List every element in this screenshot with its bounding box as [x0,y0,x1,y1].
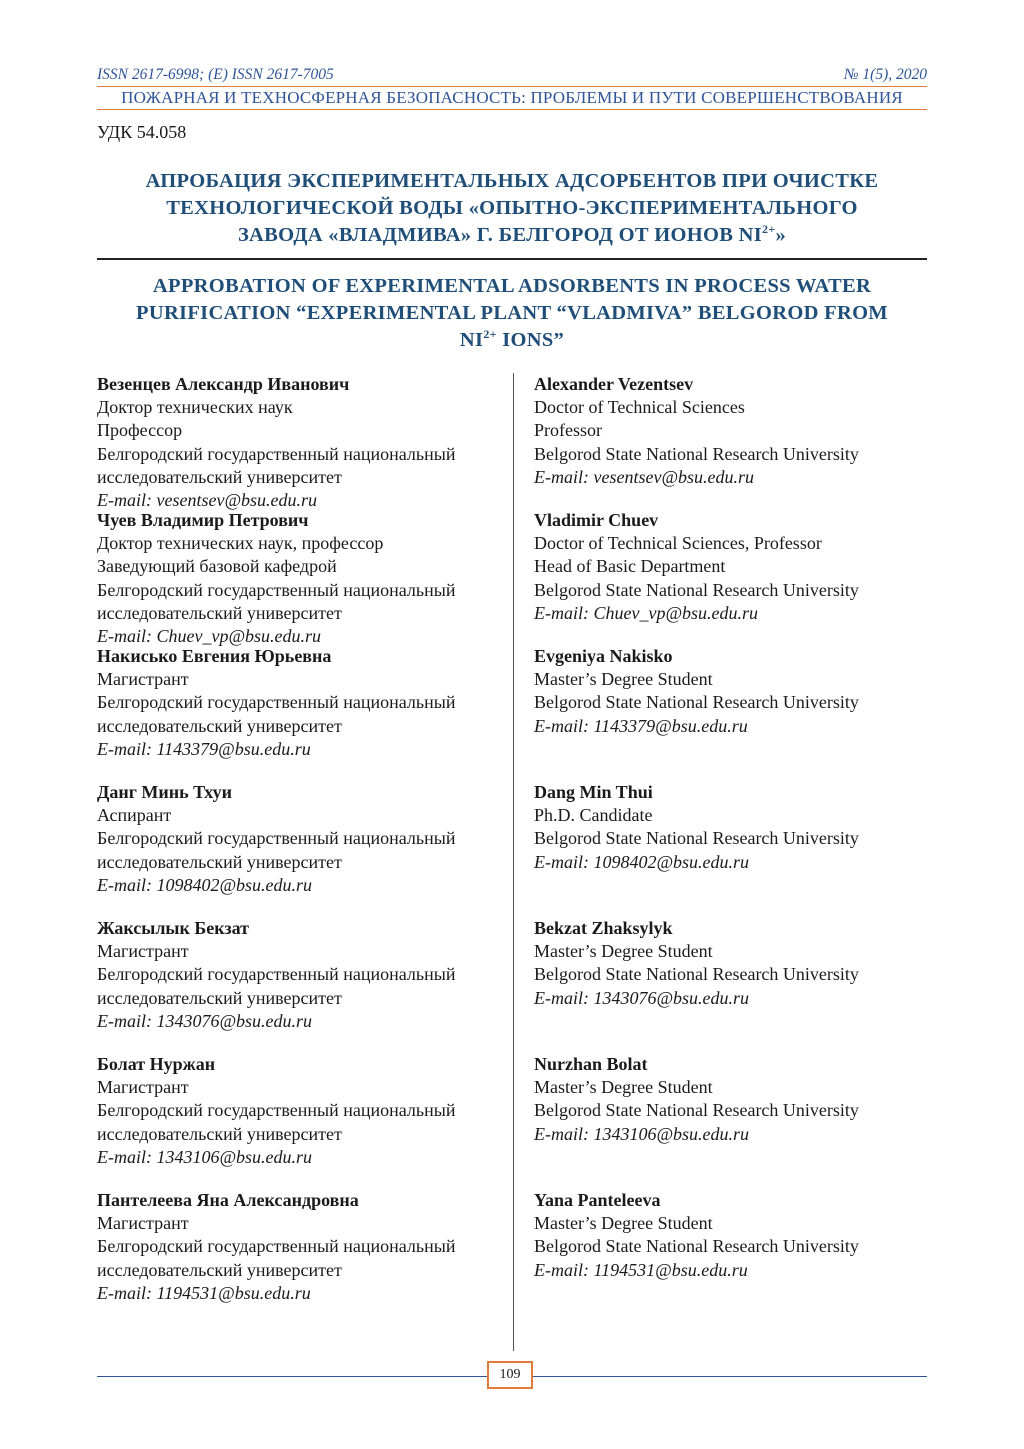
author-affiliation-line: Белгородский государственный национальный [97,964,456,985]
title-ru-line3-end: » [775,224,787,246]
author-block [97,1189,509,1325]
author-affiliation-line: Belgorod State National Research University [534,579,859,600]
title-en-line [97,327,927,354]
author-affiliation-line: Профессор [97,420,183,441]
author-name: Bekzat Zhaksylyk [534,918,673,938]
column-divider [513,373,514,1351]
author-name: Vladimir Chuev [534,510,659,530]
author-block [534,917,934,1053]
author-affiliation-line: Head of Basic Department [534,556,726,577]
author-affiliation-line: Магистрант [97,1213,189,1234]
author-block [534,373,934,509]
title-separator [97,258,927,260]
author-block [97,917,509,1053]
author-affiliation-line: Доктор технических наук, профессор [97,533,384,554]
author-affiliation-line: Белгородский государственный национальный [97,443,456,464]
author-affiliation-line: Белгородский государственный национальный [97,579,456,600]
journal-title: ПОЖАРНАЯ И ТЕХНОСФЕРНАЯ БЕЗОПАСНОСТЬ: ПРОБЛЕМЫ И ПУТИ СОВЕРШЕНСТВОВАНИЯ [121,88,903,107]
author-name: Болат Нуржан [97,1054,216,1074]
title-en-line3-end: IONS” [496,329,565,351]
author-email: E-mail: Chuev_vp@bsu.edu.ru [534,602,759,623]
author-affiliation-line: Master’s Degree Student [534,669,713,690]
author-block [534,781,934,917]
author-email: E-mail: vesentsev@bsu.edu.ru [97,490,317,511]
author-email: E-mail: 1143379@bsu.edu.ru [534,715,748,736]
author-email: E-mail: 1194531@bsu.edu.ru [97,1282,311,1303]
author-email: E-mail: 1098402@bsu.edu.ru [534,851,750,872]
author-affiliation-line: Магистрант [97,669,189,690]
author-affiliation-line: Доктор технических наук [97,397,293,418]
author-name: Evgeniya Nakisko [534,646,673,666]
article-title-en [97,273,927,354]
author-affiliation-line: Belgorod State National Research University [534,443,859,464]
author-affiliation-line: Master’s Degree Student [534,1077,713,1098]
author-email: E-mail: 1343106@bsu.edu.ru [97,1146,313,1167]
issn-text: ISSN 2617-6998; (E) ISSN 2617-7005 [97,66,334,83]
author-name: Накисько Евгения Юрьевна [97,646,332,666]
author-affiliation-line: Doctor of Technical Sciences [534,397,745,418]
author-affiliation-line: исследовательский университет [97,602,342,623]
author-affiliation-line: Master’s Degree Student [534,1213,713,1234]
author-affiliation-line: Белгородский государственный национальный [97,828,456,849]
author-affiliation-line: Магистрант [97,941,189,962]
author-affiliation-line: Belgorod State National Research University [534,828,859,849]
author-block [97,781,509,917]
ion-charge: 2+ [483,327,497,342]
author-name: Dang Min Thui [534,782,653,802]
author-affiliation-line: исследовательский университет [97,466,342,487]
title-ru-line: ТЕХНОЛОГИЧЕСКОЙ ВОДЫ «ОПЫТНО-ЭКСПЕРИМЕНТАЛЬНОГО [166,197,858,219]
author-affiliation-line: Doctor of Technical Sciences, Professor [534,533,822,554]
author-name: Alexander Vezentsev [534,374,694,394]
author-name: Данг Минь Тхуи [97,782,232,802]
author-affiliation-line: Белгородский государственный национальный [97,1100,456,1121]
page-number: 109 [487,1361,533,1389]
author-email: E-mail: 1343076@bsu.edu.ru [97,1010,313,1031]
author-affiliation-line: исследовательский университет [97,851,342,872]
author-block [97,645,509,781]
author-block [534,509,934,645]
author-affiliation-line: Аспирант [97,805,172,826]
author-affiliation-line: Белгородский государственный национальный [97,692,456,713]
title-en-line3: NI [459,329,484,351]
ion-charge: 2+ [762,222,776,237]
authors-en-column [534,373,934,1325]
author-block [534,645,934,781]
authors-ru-column [97,373,509,1325]
author-email: E-mail: 1194531@bsu.edu.ru [534,1259,748,1280]
author-affiliation-line: Master’s Degree Student [534,941,713,962]
header-rule-top [97,86,927,87]
author-affiliation-line: Belgorod State National Research University [534,964,859,985]
running-header [97,66,927,86]
author-email: E-mail: 1343106@bsu.edu.ru [534,1123,750,1144]
author-affiliation-line: исследовательский университет [97,1123,342,1144]
author-email: E-mail: vesentsev@bsu.edu.ru [534,466,754,487]
issue-text: № 1(5), 2020 [843,66,927,83]
author-affiliation-line: Белгородский государственный национальный [97,1236,456,1257]
title-ru-line: АПРОБАЦИЯ ЭКСПЕРИМЕНТАЛЬНЫХ АДСОРБЕНТОВ ПРИ ОЧИСТКЕ [145,170,879,192]
title-ru-line [97,222,927,249]
author-affiliation-line: Professor [534,420,602,441]
author-affiliation-line: Belgorod State National Research University [534,1100,859,1121]
title-ru-line3: ЗАВОДА «ВЛАДМИВА» Г. БЕЛГОРОД ОТ ИОНОВ NI [237,224,763,246]
author-block [534,1189,934,1325]
author-affiliation-line: исследовательский университет [97,987,342,1008]
author-name: Yana Panteleeva [534,1190,661,1210]
author-affiliation-line: Ph.D. Candidate [534,805,653,826]
title-en-line: APPROBATION OF EXPERIMENTAL ADSORBENTS IN PROCESS WATER [152,275,872,297]
author-name: Пантелеева Яна Александровна [97,1190,359,1210]
author-name: Жаксылык Бекзат [97,918,249,938]
author-name: Везенцев Александр Иванович [97,374,350,394]
author-affiliation-line: Belgorod State National Research University [534,1236,859,1257]
author-email: E-mail: Chuev_vp@bsu.edu.ru [97,626,322,647]
author-name: Чуев Владимир Петрович [97,510,309,530]
author-email: E-mail: 1143379@bsu.edu.ru [97,738,311,759]
author-name: Nurzhan Bolat [534,1054,648,1074]
author-email: E-mail: 1098402@bsu.edu.ru [97,874,313,895]
article-title-ru [97,168,927,249]
author-block [97,373,509,509]
header-rule-bottom [97,109,927,110]
author-block [534,1053,934,1189]
author-affiliation-line: Магистрант [97,1077,189,1098]
author-email: E-mail: 1343076@bsu.edu.ru [534,987,750,1008]
udk-code: УДК 54.058 [97,122,187,142]
author-affiliation-line: Заведующий базовой кафедрой [97,556,337,577]
title-en-line: PURIFICATION “EXPERIMENTAL PLANT “VLADMIVA” BELGOROD FROM [136,302,888,324]
author-block [97,1053,509,1189]
author-affiliation-line: Belgorod State National Research University [534,692,859,713]
author-affiliation-line: исследовательский университет [97,1259,342,1280]
author-block [97,509,509,645]
author-affiliation-line: исследовательский университет [97,715,342,736]
